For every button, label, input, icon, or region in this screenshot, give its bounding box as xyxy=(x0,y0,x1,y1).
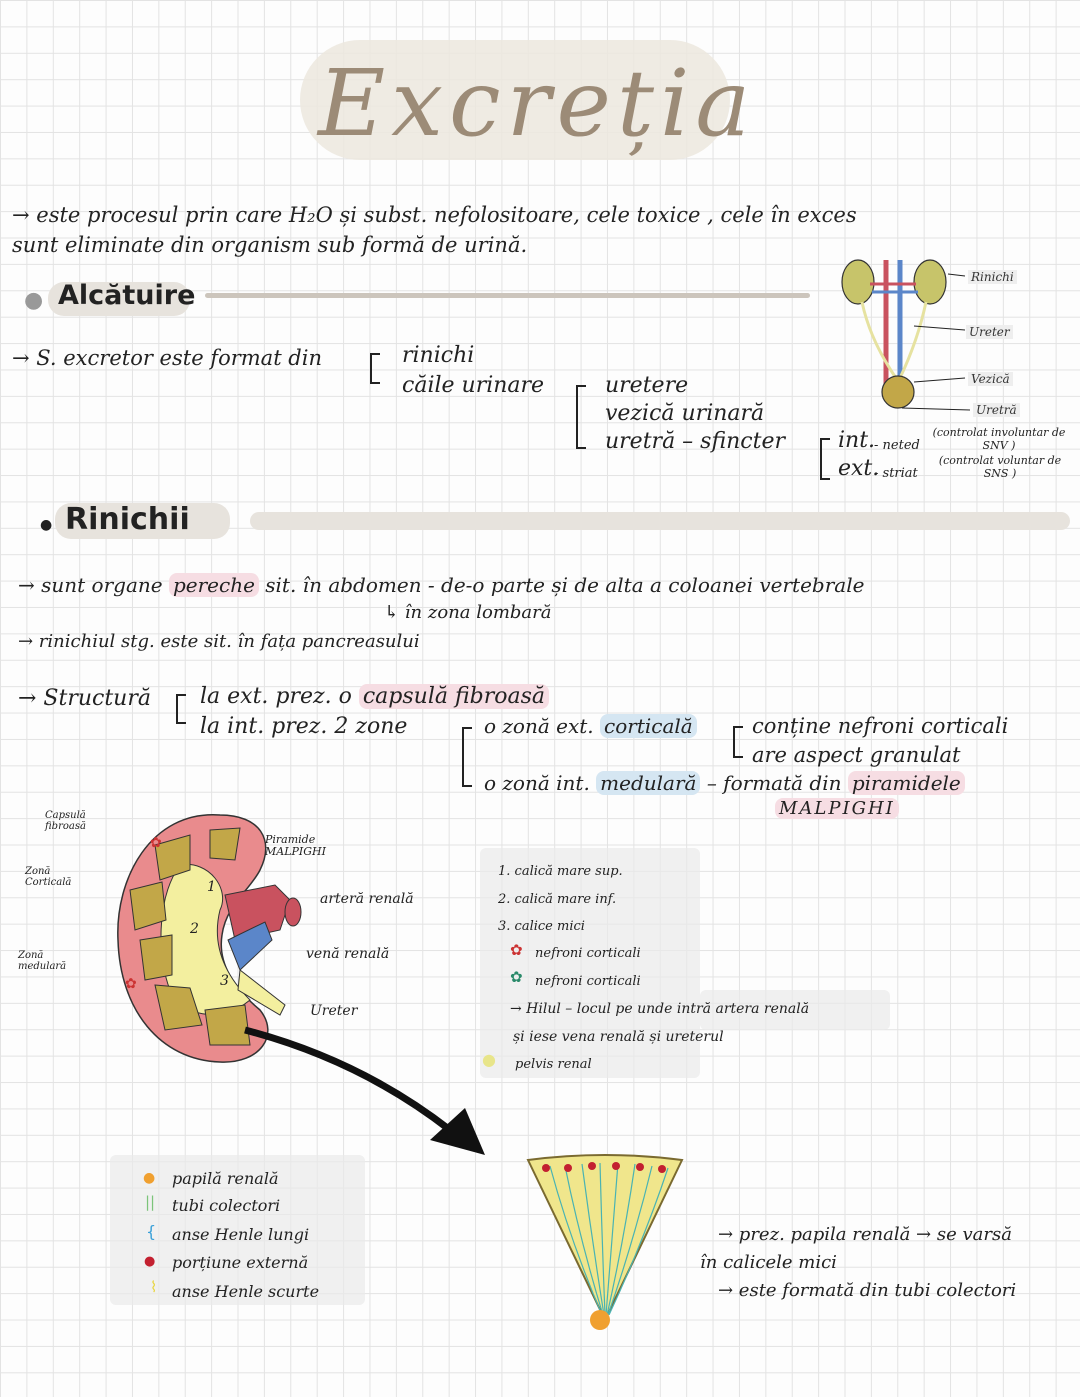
zona-ext xyxy=(484,716,697,736)
bracket xyxy=(576,385,586,449)
legend1-item-3: 3. calice mici xyxy=(498,919,585,934)
aspect-granulat: are aspect granulat xyxy=(752,743,961,767)
sfincter-ext: ext. xyxy=(838,456,880,481)
pelvis-dot-icon: ● xyxy=(482,1050,496,1069)
malpighi-label xyxy=(775,800,899,818)
pyramid-shape xyxy=(210,828,240,860)
arrow-to-pyramid xyxy=(240,1020,500,1160)
highlight-capsula: capsulă fibroasă xyxy=(359,684,549,709)
highlight-corticala: corticală xyxy=(600,714,697,738)
left-ureter-line xyxy=(862,302,896,378)
section-divider xyxy=(250,512,1070,530)
long-loops-icon: { xyxy=(146,1222,157,1241)
papilla-shape xyxy=(590,1310,610,1330)
papilla-dot-icon: ● xyxy=(143,1170,156,1186)
legend2-item-3: anse Henle lungi xyxy=(172,1225,310,1244)
text-fragment: o zonă int. xyxy=(484,771,590,795)
legend2-item-2: tubi colectori xyxy=(172,1196,281,1215)
sfincter-int-type: - neted xyxy=(874,438,920,453)
tubes-icon: || xyxy=(145,1193,156,1211)
alcatuire-rinichi: rinichi xyxy=(402,343,475,368)
left-kidney-shape xyxy=(842,260,874,304)
legend1-item-2: 2. calică mare inf. xyxy=(498,892,617,907)
kidney-num-1: 1 xyxy=(207,879,216,895)
arrow-head-icon xyxy=(430,1108,485,1155)
legend1-item-5: nefroni corticali xyxy=(535,974,641,989)
intro-line-1: → este procesul prin care H₂O și subst. nefolositoare, cele toxice , cele în exces xyxy=(12,203,857,227)
contine-nefroni: conține nefroni corticali xyxy=(752,714,1009,738)
pyramid-detail xyxy=(520,1150,690,1335)
legend1-item-4: nefroni corticali xyxy=(535,946,641,961)
section-heading-rinichii: Rinichii xyxy=(65,502,190,537)
sfincter-ext-type: - striat xyxy=(874,466,918,481)
legend1-item-6: → Hilul – locul pe unde intră artera renală xyxy=(510,1001,810,1017)
pointer-line xyxy=(948,274,965,276)
page-title: Excreția xyxy=(318,50,757,157)
arrow-line xyxy=(245,1030,450,1130)
kidney-label-medulara: Zonă medulară xyxy=(18,950,67,972)
bracket xyxy=(820,438,830,480)
outer-portion-dot-icon: ● xyxy=(144,1254,156,1269)
pointer-line xyxy=(902,408,970,410)
pyramid-note-2: în calicele mici xyxy=(700,1252,837,1273)
bracket xyxy=(176,694,186,724)
kidney-label-vena: venă renală xyxy=(306,946,390,962)
red-nephron-icon: ✿ xyxy=(510,941,523,959)
rinichii-line-1c: ↳ în zona lombară xyxy=(384,602,552,623)
sfincter-int-note: (controlat involuntar de SNV ) xyxy=(932,426,1066,453)
rinichii-line-1 xyxy=(18,575,864,595)
intro-line-2: sunt eliminate din organism sub formă de urină. xyxy=(12,233,528,257)
diagram-label-vezica: Vezică xyxy=(968,372,1013,386)
zona-int xyxy=(484,773,965,793)
kidney-label-ureter: Ureter xyxy=(310,1003,358,1019)
section-heading-alcatuire: Alcătuire xyxy=(58,280,196,311)
sfincter-int: int. xyxy=(838,428,876,453)
structura-label: → Structură xyxy=(18,686,151,711)
nephron-icon: ✿ xyxy=(150,835,162,851)
alcatuire-caile: căile urinare xyxy=(402,373,545,398)
kidney-label-piramide: Piramide MALPIGHI xyxy=(265,833,326,859)
diagram-label-rinichi: Rinichi xyxy=(968,270,1017,284)
text-fragment: la ext. prez. o xyxy=(200,684,352,709)
kidney-label-corticala: Zonă Corticală xyxy=(25,866,72,888)
kidney-label-artera: arteră renală xyxy=(320,891,414,907)
right-ureter-line xyxy=(900,302,926,378)
pyramid-shape xyxy=(140,935,172,980)
kidney-num-2: 2 xyxy=(190,921,199,937)
sfincter-ext-note: (controlat voluntar de SNS ) xyxy=(938,454,1062,481)
kidney-label-capsula: Capsulă fibroasă xyxy=(45,810,86,832)
right-kidney-shape xyxy=(914,260,946,304)
pointer-line xyxy=(914,378,965,382)
text-fragment: o zonă ext. xyxy=(484,714,594,738)
nephron-icon: ✿ xyxy=(125,976,137,992)
rinichii-line-2: → rinichiul stg. este sit. în fața pancreasului xyxy=(18,631,420,652)
alcatuire-uretra-sfincter: uretră – sfincter xyxy=(605,429,785,454)
pyramid-body-shape xyxy=(528,1155,682,1320)
highlight-medulara: medulară xyxy=(596,771,700,795)
text-fragment: → sunt organe xyxy=(18,573,163,597)
structura-int: la int. prez. 2 zone xyxy=(200,714,408,739)
section-divider xyxy=(205,293,810,298)
legend1-item-8: pelvis renal xyxy=(515,1057,592,1072)
bracket xyxy=(733,726,743,758)
diagram-label-uretra: Uretră xyxy=(973,403,1020,417)
bracket xyxy=(462,727,472,787)
structura-ext xyxy=(200,686,549,708)
text-fragment: – formată din xyxy=(706,771,842,795)
legend2-item-1: papilă renală xyxy=(172,1169,279,1188)
urinary-system-diagram xyxy=(830,250,1080,420)
highlight-piramidele: piramidele xyxy=(848,771,965,795)
alcatuire-line: → S. excretor este format din xyxy=(12,346,322,370)
pointer-line xyxy=(914,326,965,330)
bracket xyxy=(370,353,380,384)
pyramid-note-3: → este formată din tubi colectori xyxy=(718,1280,1017,1301)
alcatuire-uretere: uretere xyxy=(605,373,689,398)
bladder-shape xyxy=(882,376,914,408)
legend1-item-7: și iese vena renală și ureterul xyxy=(513,1029,724,1045)
renal-artery-shape xyxy=(285,898,301,926)
kidney-num-3: 3 xyxy=(220,973,229,989)
bullet-dot: ● xyxy=(40,517,53,533)
short-loops-icon: ⌇ xyxy=(150,1278,158,1296)
pyramid-note-1: → prez. papila renală → se varsă xyxy=(718,1224,1012,1245)
legend1-item-1: 1. calică mare sup. xyxy=(498,864,623,879)
alcatuire-vezica: vezică urinară xyxy=(605,401,765,426)
highlight-malpighi: MALPIGHI xyxy=(775,798,899,819)
text-fragment: sit. în abdomen - de-o parte și de alta a coloanei vertebrale xyxy=(265,573,865,597)
diagram-label-ureter: Ureter xyxy=(966,325,1013,339)
legend2-item-5: anse Henle scurte xyxy=(172,1282,320,1301)
highlight-pereche: pereche xyxy=(169,573,259,597)
bullet-dot: ● xyxy=(24,288,44,313)
legend2-item-4: porțiune externă xyxy=(172,1253,309,1272)
green-nephron-icon: ✿ xyxy=(510,968,523,986)
